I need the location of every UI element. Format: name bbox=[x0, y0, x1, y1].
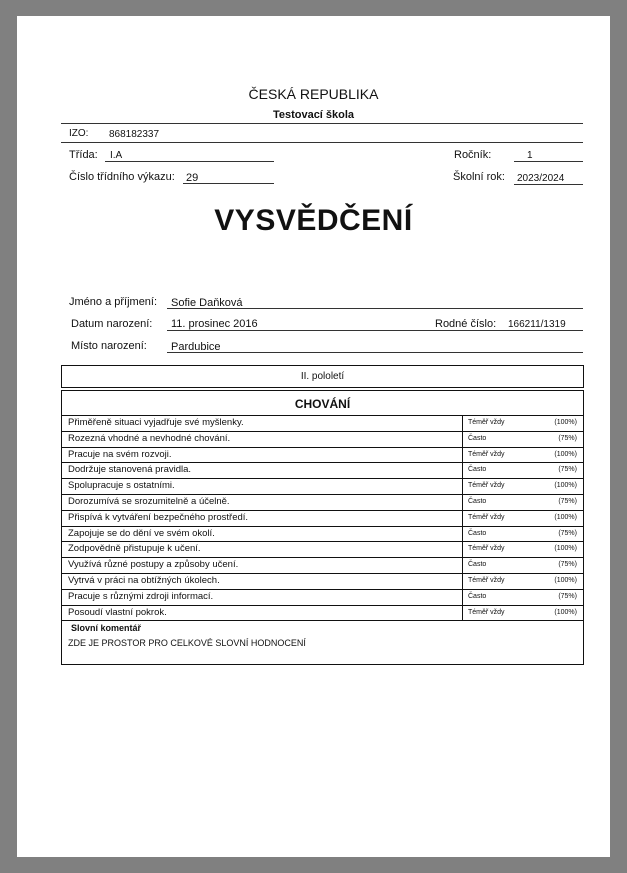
behavior-row bbox=[62, 495, 583, 511]
behavior-rating: Téměř vždy bbox=[468, 608, 505, 616]
behavior-rating: Téměř vždy bbox=[468, 513, 505, 521]
header-rule-top bbox=[61, 123, 583, 124]
behavior-percent: (100%) bbox=[554, 450, 577, 458]
behavior-rating: Téměř vždy bbox=[468, 450, 505, 458]
register-underline bbox=[183, 183, 274, 184]
behavior-row bbox=[62, 574, 583, 590]
birthplace-value: Pardubice bbox=[171, 341, 221, 353]
behavior-percent: (100%) bbox=[554, 608, 577, 616]
behavior-row bbox=[62, 416, 583, 432]
behavior-percent: (75%) bbox=[558, 466, 577, 474]
behavior-row bbox=[62, 432, 583, 448]
country-title: ČESKÁ REPUBLIKA bbox=[248, 86, 379, 102]
register-value: 29 bbox=[186, 172, 199, 184]
behavior-row bbox=[62, 479, 583, 495]
column-separator bbox=[462, 606, 463, 622]
behavior-percent: (100%) bbox=[554, 419, 577, 426]
name-label: Jméno a příjmení: bbox=[69, 296, 158, 308]
behavior-row bbox=[62, 511, 583, 527]
year-value: 2023/2024 bbox=[517, 173, 565, 184]
comment-text: ZDE JE PROSTOR PRO CELKOVÉ SLOVNÍ HODNOCENÍ bbox=[68, 638, 306, 648]
behavior-criterion: Zodpovědně přistupuje k učení. bbox=[68, 543, 201, 555]
class-underline bbox=[105, 161, 274, 162]
birth-number-value: 166211/1319 bbox=[508, 319, 566, 330]
grade-label: Ročník: bbox=[454, 149, 492, 161]
behavior-rating: Často bbox=[468, 466, 487, 474]
birthplace-underline bbox=[167, 352, 583, 353]
behavior-rating: Často bbox=[468, 434, 487, 442]
year-underline bbox=[514, 184, 583, 185]
grade-value: 1 bbox=[527, 150, 533, 161]
grade-underline bbox=[514, 161, 583, 162]
column-separator bbox=[462, 542, 463, 558]
izo-value: 868182337 bbox=[109, 129, 160, 140]
register-label: Číslo třídního výkazu: bbox=[69, 171, 175, 183]
column-separator bbox=[462, 495, 463, 511]
behavior-rating: Často bbox=[468, 592, 487, 600]
behavior-criterion: Dorozumívá se srozumitelně a účelně. bbox=[68, 496, 230, 507]
behavior-row bbox=[62, 606, 583, 622]
behavior-row bbox=[62, 448, 583, 464]
term-box bbox=[61, 365, 584, 388]
column-separator bbox=[462, 590, 463, 606]
header-rule-izo bbox=[61, 142, 583, 143]
document-title: VYSVĚDČENÍ bbox=[214, 204, 413, 237]
behavior-percent: (100%) bbox=[554, 482, 577, 490]
column-separator bbox=[462, 479, 463, 495]
izo-label: IZO: bbox=[69, 128, 89, 139]
birthplace-label: Místo narození: bbox=[71, 340, 147, 352]
behavior-criterion: Přispívá k vytváření bezpečného prostředí. bbox=[68, 511, 249, 523]
comment-label: Slovní komentář bbox=[71, 623, 142, 633]
name-underline bbox=[167, 308, 583, 309]
behavior-criterion: Pracuje s různými zdroji informací. bbox=[68, 590, 214, 602]
behavior-row bbox=[62, 463, 583, 479]
term-label: II. pololetí bbox=[300, 371, 345, 382]
column-separator bbox=[462, 527, 463, 543]
behavior-percent: (75%) bbox=[558, 529, 577, 537]
column-separator bbox=[462, 463, 463, 479]
behavior-rating: Téměř vždy bbox=[468, 577, 505, 584]
behavior-criterion: Spolupracuje s ostatními. bbox=[68, 480, 175, 492]
class-label: Třída: bbox=[69, 149, 98, 161]
behavior-rating: Často bbox=[468, 561, 487, 569]
behavior-criterion: Zapojuje se do dění ve svém okolí. bbox=[68, 527, 215, 539]
class-value: I.A bbox=[110, 150, 123, 161]
column-separator bbox=[462, 416, 463, 432]
behavior-criterion: Vytrvá v práci na obtížných úkolech. bbox=[68, 575, 220, 586]
behavior-rating: Často bbox=[468, 498, 487, 505]
school-name: Testovací škola bbox=[272, 109, 355, 121]
behavior-rating: Téměř vždy bbox=[468, 419, 505, 426]
behavior-heading: CHOVÁNÍ bbox=[294, 397, 351, 411]
behavior-row bbox=[62, 558, 583, 574]
behavior-row bbox=[62, 590, 583, 606]
column-separator bbox=[462, 574, 463, 590]
dob-label: Datum narození: bbox=[71, 318, 153, 330]
column-separator bbox=[462, 558, 463, 574]
column-separator bbox=[462, 511, 463, 527]
dob-value: 11. prosinec 2016 bbox=[171, 318, 258, 330]
behavior-percent: (75%) bbox=[558, 498, 577, 505]
behavior-rating: Často bbox=[468, 529, 487, 537]
column-separator bbox=[462, 432, 463, 448]
behavior-percent: (100%) bbox=[554, 513, 577, 521]
behavior-criterion: Dodržuje stanovená pravidla. bbox=[68, 464, 192, 476]
behavior-table bbox=[61, 390, 584, 665]
behavior-percent: (75%) bbox=[558, 592, 577, 600]
behavior-rating: Téměř vždy bbox=[468, 482, 505, 490]
dob-underline bbox=[167, 330, 583, 331]
birth-number-label: Rodné číslo: bbox=[435, 318, 497, 330]
behavior-percent: (100%) bbox=[554, 577, 577, 584]
behavior-percent: (100%) bbox=[554, 545, 577, 553]
report-card-page bbox=[17, 16, 610, 857]
behavior-percent: (75%) bbox=[558, 434, 577, 442]
behavior-criterion: Posoudí vlastní pokrok. bbox=[68, 606, 167, 618]
behavior-rating: Téměř vždy bbox=[468, 545, 505, 553]
name-value: Sofie Daňková bbox=[171, 297, 243, 309]
behavior-criterion: Pracuje na svém rozvoji. bbox=[68, 448, 172, 460]
behavior-rows bbox=[62, 416, 583, 622]
behavior-criterion: Rozezná vhodné a nevhodné chování. bbox=[68, 432, 231, 444]
year-label: Školní rok: bbox=[453, 171, 505, 183]
behavior-percent: (75%) bbox=[558, 561, 577, 569]
behavior-criterion: Využívá různé postupy a způsoby učení. bbox=[68, 559, 239, 571]
behavior-row bbox=[62, 527, 583, 543]
behavior-row bbox=[62, 542, 583, 558]
column-separator bbox=[462, 448, 463, 464]
behavior-criterion: Přiměřeně situaci vyjadřuje své myšlenky. bbox=[68, 417, 244, 428]
